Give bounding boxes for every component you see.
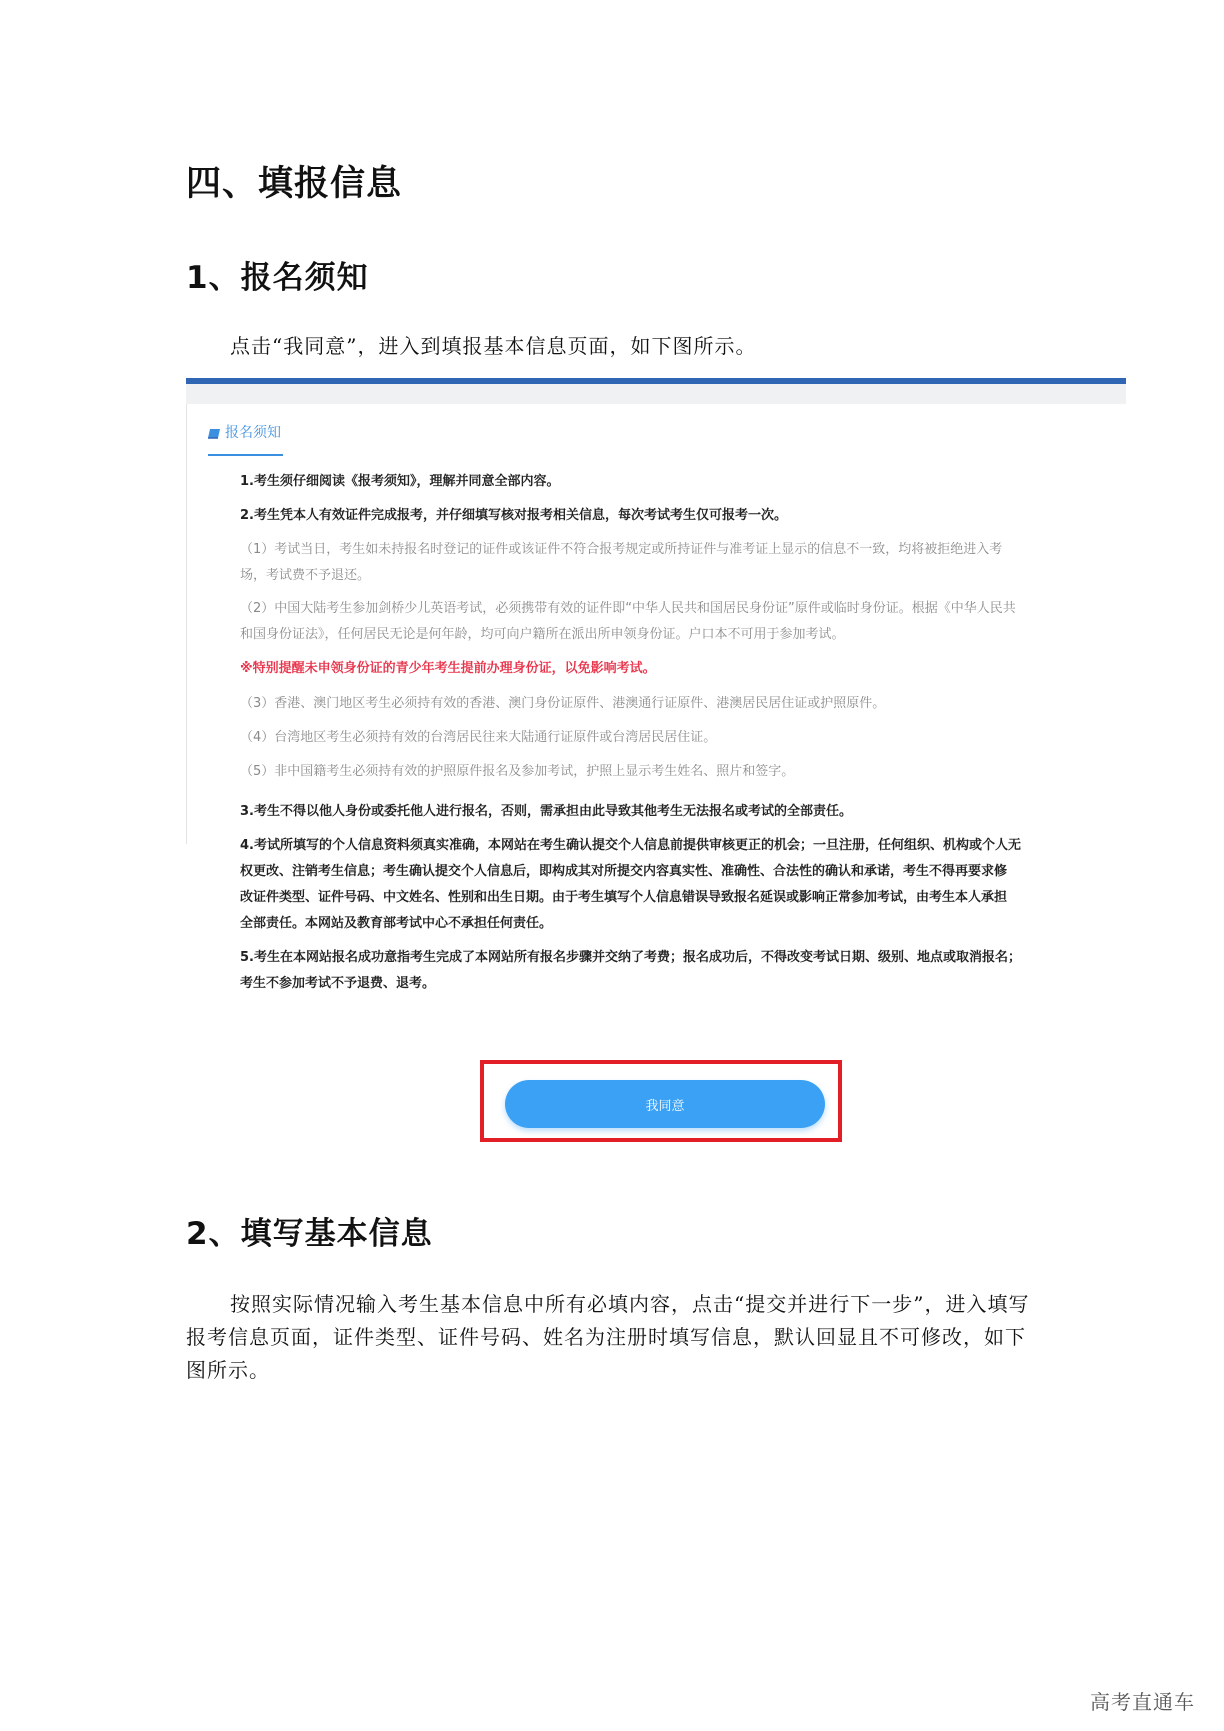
- tab-underline: [208, 454, 283, 456]
- screenshot-grey-bar: [186, 384, 1126, 404]
- book-icon: [208, 427, 221, 438]
- notice-line: 场，考试费不予退还。: [240, 568, 371, 583]
- notice-warning: ※特别提醒未申领身份证的青少年考生提前办理身份证，以免影响考试。: [240, 661, 656, 676]
- section-title: 四、填报信息: [186, 164, 403, 204]
- watermark: 高考直通车: [1090, 1690, 1195, 1714]
- notice-line: （4）台湾地区考生必须持有效的台湾居民往来大陆通行证原件或台湾居民居住证。: [240, 730, 717, 745]
- instruction-paragraph-2: 按照实际情况输入考生基本信息中所有必填内容，点击“提交并进行下一步”，进入填写报考信息页面，证件类型、证件号码、姓名为注册时填写信息，默认回显且不可修改，如下图所示。: [186, 1292, 1030, 1382]
- subsection-title-2: 2、填写基本信息: [186, 1216, 433, 1252]
- highlight-frame: [480, 1060, 842, 1142]
- notice-line: 权更改、注销考生信息；考生确认提交个人信息后，即构成其对所提交内容真实性、准确性、合法性的确认和承诺，考生不得再要求修: [240, 864, 1008, 879]
- notice-line: 1.考生须仔细阅读《报考须知》，理解并同意全部内容。: [240, 474, 560, 489]
- notice-line: 改证件类型、证件号码、中文姓名、性别和出生日期。由于考生填写个人信息错误导致报名延误或影响正常参加考试，由考生本人承担: [240, 890, 1008, 905]
- embedded-screenshot: [186, 378, 1126, 1148]
- agree-button[interactable]: 我同意: [505, 1080, 825, 1128]
- notice-line: 和国身份证法》，任何居民无论是何年龄，均可向户籍所在派出所申领身份证。户口本不可用于参加考试。: [240, 627, 845, 642]
- tab-label: 报名须知: [225, 425, 281, 441]
- notice-line: （5）非中国籍考生必须持有效的护照原件报名及参加考试，护照上显示考生姓名、照片和签字。: [240, 764, 795, 779]
- notice-line: 全部责任。本网站及教育部考试中心不承担任何责任。: [240, 916, 553, 931]
- screenshot-left-border: [186, 404, 187, 844]
- tab-registration-notice[interactable]: [208, 422, 281, 442]
- notice-line: （1）考试当日，考生如未持报名时登记的证件或该证件不符合报考规定或所持证件与准考证上显示的信息不一致，均将被拒绝进入考: [240, 542, 1003, 557]
- notice-line: （2）中国大陆考生参加剑桥少儿英语考试，必须携带有效的证件即“中华人民共和国居民身份证”原件或临时身份证。根据《中华人民共: [240, 601, 1016, 616]
- notice-line: 2.考生凭本人有效证件完成报考，并仔细填写核对报考相关信息，每次考试考生仅可报考一次。: [240, 508, 787, 523]
- notice-line: 4.考试所填写的个人信息资料须真实准确，本网站在考生确认提交个人信息前提供审核更正的机会；一旦注册，任何组织、机构或个人无: [240, 838, 1021, 853]
- subsection-title-1: 1、报名须知: [186, 260, 369, 296]
- notice-line: 3.考生不得以他人身份或委托他人进行报名，否则，需承担由此导致其他考生无法报名或考试的全部责任。: [240, 804, 852, 819]
- notice-line: （3）香港、澳门地区考生必须持有效的香港、澳门身份证原件、港澳通行证原件、港澳居民居住证或护照原件。: [240, 696, 886, 711]
- notice-line: 5.考生在本网站报名成功意指考生完成了本网站所有报名步骤并交纳了考费；报名成功后，不得改变考试日期、级别、地点或取消报名；: [240, 950, 1021, 965]
- notice-line: 考生不参加考试不予退费、退考。: [240, 976, 436, 991]
- instruction-paragraph-1: 点击“我同意”，进入到填报基本信息页面，如下图所示。: [230, 334, 757, 358]
